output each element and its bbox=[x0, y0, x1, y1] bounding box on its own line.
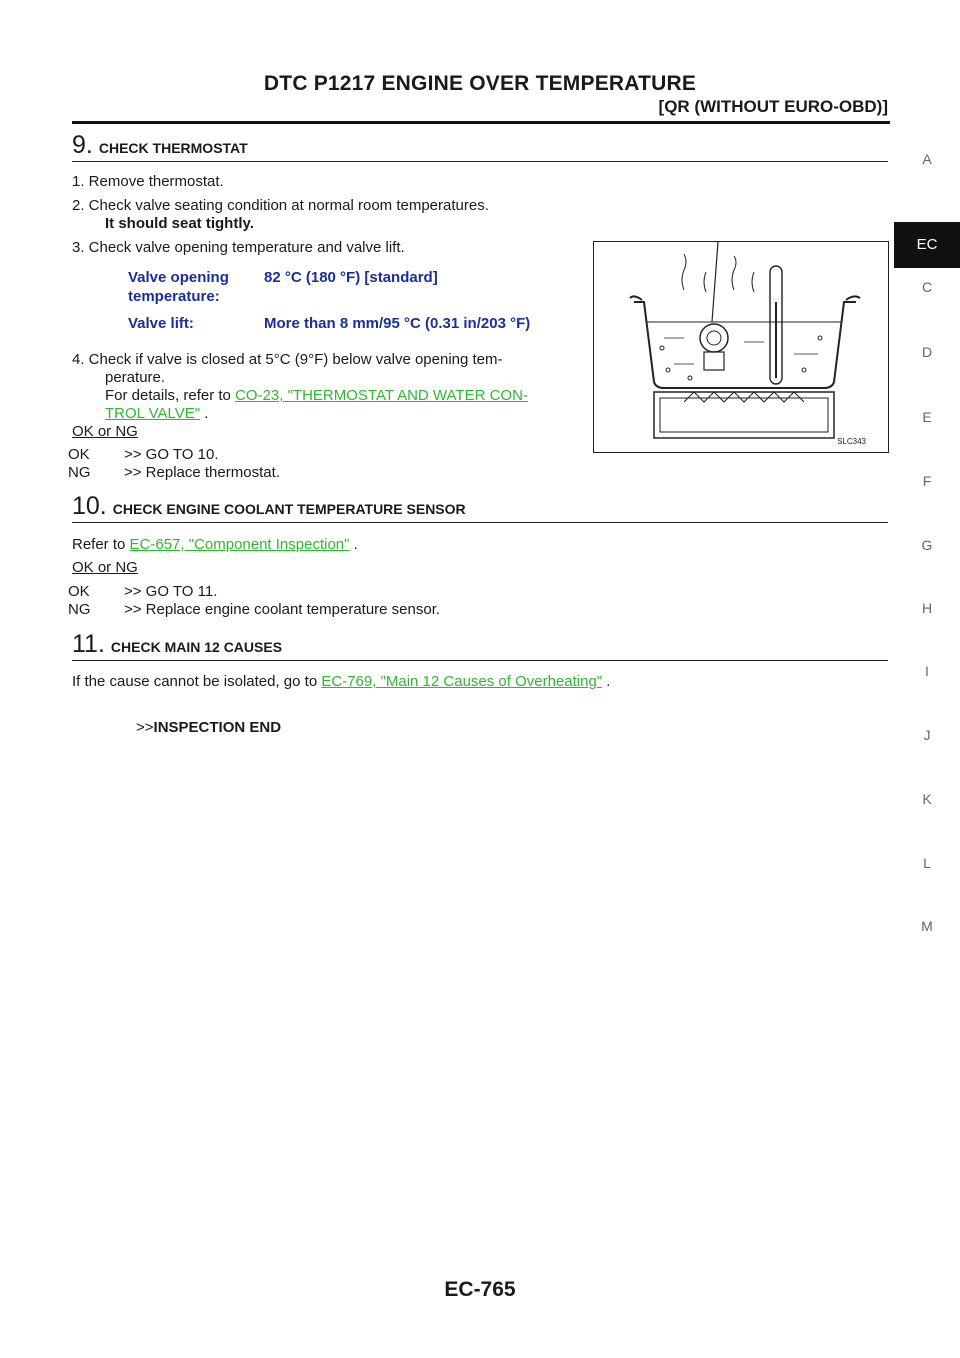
spec-value-opening-temp: 82 °C (180 °F) [standard] bbox=[264, 269, 438, 286]
ok-key: OK bbox=[68, 446, 90, 463]
step-9-ok-result bbox=[68, 445, 219, 464]
figure-code: SLC343 bbox=[837, 437, 866, 446]
inspection-end-label: INSPECTION END bbox=[153, 719, 282, 736]
link-ec-769-main-12-causes[interactable]: EC-769, "Main 12 Causes of Overheating" bbox=[321, 673, 603, 690]
step-9-item-2-note: It should seat tightly. bbox=[105, 215, 254, 232]
step-11-text-prefix: If the cause cannot be isolated, go to bbox=[72, 673, 322, 690]
step-9-heading bbox=[72, 131, 888, 162]
step-9-item-2: 2. Check valve seating condition at normal room temperatures. bbox=[72, 197, 489, 214]
step-9-ref-end: . bbox=[200, 405, 209, 422]
step-9-item-3: 3. Check valve opening temperature and valve lift. bbox=[72, 239, 405, 256]
ok-value: >> GO TO 11. bbox=[124, 583, 218, 600]
link-co-23-thermostat[interactable]: CO-23, "THERMOSTAT AND WATER CON- bbox=[235, 387, 528, 404]
step-9-item-4-line-1: 4. Check if valve is closed at 5°C (9°F) below valve opening tem- bbox=[72, 351, 503, 368]
step-10-heading bbox=[72, 492, 888, 523]
side-index-k[interactable]: K bbox=[922, 791, 932, 807]
step-10-ok-result bbox=[68, 582, 217, 601]
ng-key: NG bbox=[68, 601, 91, 618]
step-11-heading bbox=[72, 630, 888, 661]
side-index-g[interactable]: G bbox=[921, 537, 933, 553]
thermostat-test-figure bbox=[593, 241, 889, 453]
side-index-f[interactable]: F bbox=[922, 473, 932, 489]
step-11-number: 11. bbox=[72, 630, 105, 658]
spec-label-opening-temp: Valve opening temperature: bbox=[128, 269, 229, 305]
step-11-text-end: . bbox=[602, 673, 611, 690]
side-index-a[interactable]: A bbox=[922, 151, 932, 167]
link-co-23-thermostat-cont[interactable]: TROL VALVE" bbox=[105, 405, 201, 422]
side-index-j[interactable]: J bbox=[923, 727, 931, 743]
thermostat-beaker-illustration bbox=[594, 242, 888, 452]
ng-value: >> Replace engine coolant temperature sensor. bbox=[124, 601, 441, 618]
step-10-title: CHECK ENGINE COOLANT TEMPERATURE SENSOR bbox=[112, 501, 466, 517]
step-9-item-4-ref bbox=[105, 386, 528, 405]
header-rule bbox=[72, 121, 890, 124]
step-10-refer-end: . bbox=[349, 536, 358, 553]
step-9-title: CHECK THERMOSTAT bbox=[98, 140, 248, 156]
side-index-m[interactable]: M bbox=[921, 918, 933, 934]
side-index-e[interactable]: E bbox=[922, 409, 932, 425]
ng-value: >> Replace thermostat. bbox=[124, 464, 280, 481]
link-ec-657-component-inspection[interactable]: EC-657, "Component Inspection" bbox=[129, 536, 350, 553]
side-index-l[interactable]: L bbox=[923, 855, 931, 871]
side-index-ec[interactable]: EC bbox=[894, 222, 960, 268]
step-9-ng-result bbox=[68, 463, 280, 482]
spec-value-valve-lift: More than 8 mm/95 °C (0.31 in/203 °F) bbox=[264, 315, 531, 332]
page-subtitle: [QR (WITHOUT EURO-OBD)] bbox=[658, 97, 888, 116]
step-9-item-4-line-2: perature. bbox=[105, 369, 166, 386]
step-10-number: 10. bbox=[72, 492, 107, 520]
step-10-ng-result bbox=[68, 600, 440, 619]
spec-label-valve-lift: Valve lift: bbox=[128, 315, 194, 332]
step-10-refer-prefix: Refer to bbox=[72, 536, 130, 553]
side-index-d[interactable]: D bbox=[921, 344, 933, 360]
step-10-okng-label: OK or NG bbox=[72, 559, 138, 576]
ng-key: NG bbox=[68, 464, 91, 481]
step-11-title: CHECK MAIN 12 CAUSES bbox=[110, 639, 283, 655]
page-title: DTC P1217 ENGINE OVER TEMPERATURE bbox=[263, 72, 697, 95]
step-9-item-4-ref-cont bbox=[105, 404, 208, 423]
inspection-end-prefix: >> bbox=[136, 719, 154, 736]
side-index-c[interactable]: C bbox=[921, 279, 933, 295]
step-11-text bbox=[72, 672, 610, 691]
step-10-refer bbox=[72, 535, 358, 554]
ok-key: OK bbox=[68, 583, 90, 600]
inspection-end bbox=[136, 718, 281, 737]
side-index-i[interactable]: I bbox=[925, 663, 929, 679]
ok-value: >> GO TO 10. bbox=[124, 446, 219, 463]
step-9-okng-label: OK or NG bbox=[72, 423, 138, 440]
step-9-item-1: 1. Remove thermostat. bbox=[72, 173, 224, 190]
side-index-h[interactable]: H bbox=[921, 600, 933, 616]
page-number: EC-765 bbox=[444, 1278, 516, 1301]
step-9-ref-prefix: For details, refer to bbox=[105, 387, 236, 404]
step-9-number: 9. bbox=[72, 131, 93, 159]
